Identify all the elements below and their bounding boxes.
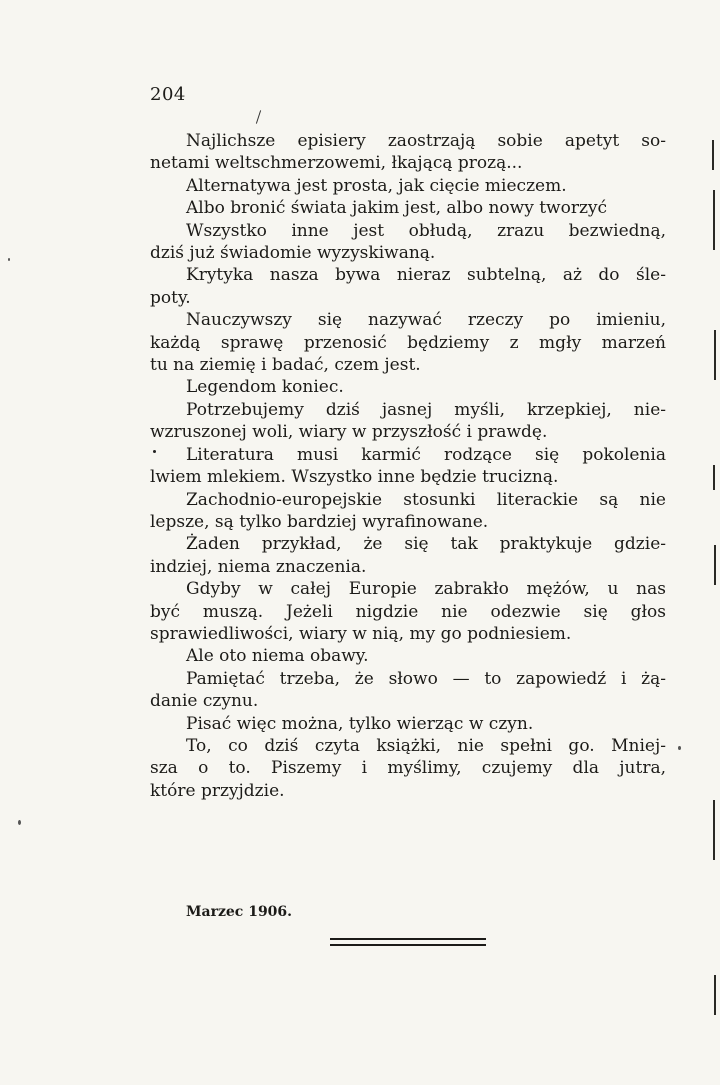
page-number: 204 xyxy=(150,84,186,105)
text-line: To, co dziś czyta książki, nie spełni go. Mniej- xyxy=(186,735,666,756)
text-line: dziś już świadomie wyzyskiwaną. xyxy=(150,243,436,264)
text-line: poty. xyxy=(150,287,191,308)
pencil-mark xyxy=(256,110,261,124)
edge-mark xyxy=(714,545,716,585)
paragraph xyxy=(150,645,666,667)
body-text xyxy=(150,130,666,802)
paragraph xyxy=(150,130,666,175)
paragraph xyxy=(150,197,666,219)
paper-speck xyxy=(18,820,21,825)
text-line: lepsze, są tylko bardziej wyrafinowane. xyxy=(150,511,489,532)
edge-mark xyxy=(713,465,715,490)
edge-mark xyxy=(712,140,714,170)
text-line: danie czynu. xyxy=(150,691,259,712)
text-line: Literatura musi karmić rodzące się pokolenia xyxy=(186,444,666,465)
edge-mark xyxy=(714,330,716,380)
text-line: Gdyby w całej Europie zabrakło mężów, u nas xyxy=(186,579,666,600)
edge-mark xyxy=(714,975,716,1015)
text-line: Żaden przykład, że się tak praktykuje gdzie- xyxy=(186,534,666,555)
paragraph xyxy=(150,444,666,489)
margin-dot xyxy=(153,450,156,453)
text-line: Ale oto niema obawy. xyxy=(186,646,369,667)
text-line: wzruszonej woli, wiary w przyszłość i prawdę. xyxy=(150,422,548,443)
paper-speck xyxy=(678,746,681,750)
text-line: być muszą. Jeżeli nigdzie nie odezwie się głos xyxy=(150,601,666,622)
paragraph xyxy=(150,533,666,578)
text-line: sprawiedliwości, wiary w nią, my go podniesiem. xyxy=(150,623,572,644)
paragraph xyxy=(150,668,666,713)
date-signature: Marzec 1906. xyxy=(186,904,293,920)
text-line: Albo bronić świata jakim jest, albo nowy tworzyć xyxy=(186,198,608,219)
text-line: które przyjdzie. xyxy=(150,780,285,801)
text-line: Zachodnio-europejskie stosunki literackie są nie xyxy=(186,489,666,510)
edge-mark xyxy=(713,800,715,860)
text-line: Legendom koniec. xyxy=(186,377,344,398)
closing-rule-top xyxy=(330,938,486,940)
paragraph xyxy=(150,220,666,265)
text-line: lwiem mlekiem. Wszystko inne będzie trucizną. xyxy=(150,467,559,488)
text-line: Krytyka nasza bywa nieraz subtelną, aż do śle- xyxy=(186,265,666,286)
text-line: sza o to. Piszemy i myślimy, czujemy dla jutra, xyxy=(150,758,666,779)
paper-speck xyxy=(8,258,10,261)
edge-mark xyxy=(713,190,715,250)
text-line: każdą sprawę przenosić będziemy z mgły marzeń xyxy=(150,332,666,353)
paragraph xyxy=(150,489,666,534)
paragraph xyxy=(150,713,666,735)
paragraph xyxy=(150,735,666,802)
paragraph xyxy=(150,309,666,376)
paragraph xyxy=(150,399,666,444)
text-line: Potrzebujemy dziś jasnej myśli, krzepkiej, nie- xyxy=(186,399,666,420)
paragraph xyxy=(150,264,666,309)
text-line: Najlichsze episiery zaostrzają sobie apetyt so- xyxy=(186,131,666,151)
paragraph xyxy=(150,578,666,645)
text-line: tu na ziemię i badać, czem jest. xyxy=(150,355,421,376)
text-line: indziej, niema znaczenia. xyxy=(150,556,367,577)
closing-rule-bottom xyxy=(330,944,486,946)
text-line: Nauczywszy się nazywać rzeczy po imieniu, xyxy=(186,310,666,331)
paragraph xyxy=(150,376,666,398)
text-line: Wszystko inne jest obłudą, zrazu bezwiedną, xyxy=(186,220,666,241)
text-line: Pamiętać trzeba, że słowo — to zapowiedź i żą- xyxy=(186,668,666,689)
text-line: netami weltschmerzowemi, łkającą prozą... xyxy=(150,153,523,174)
paragraph xyxy=(150,175,666,197)
text-line: Alternatywa jest prosta, jak cięcie mieczem. xyxy=(186,175,567,196)
text-line: Pisać więc można, tylko wierząc w czyn. xyxy=(186,713,534,734)
